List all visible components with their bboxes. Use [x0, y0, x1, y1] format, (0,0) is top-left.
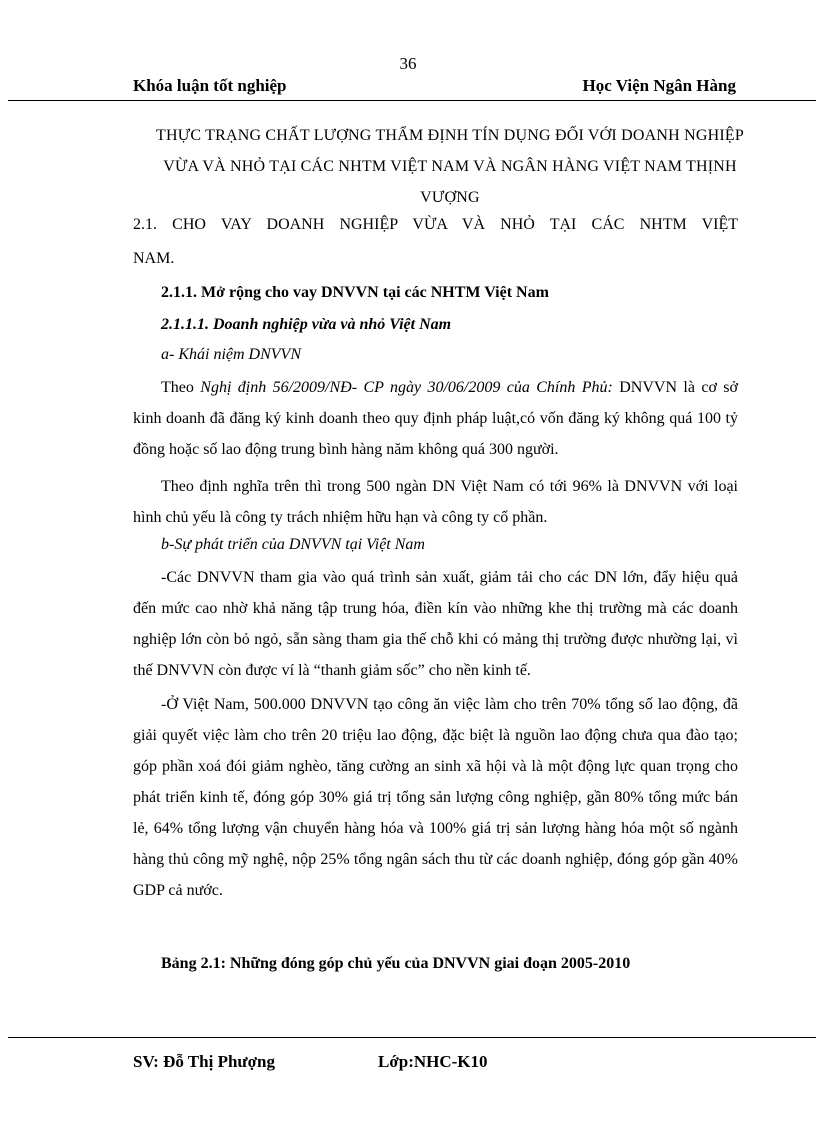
section-heading-2-1-continued: NAM.	[133, 250, 175, 267]
section-heading-2-1-1: 2.1.1. Mở rộng cho vay DNVVN tại các NHTM Việt Nam	[161, 284, 549, 301]
footer-class: Lớp:NHC-K10	[378, 1052, 488, 1071]
definition-lead: Theo	[161, 379, 201, 396]
section-heading-2-1: 2.1. CHO VAY DOANH NGHIỆP VỪA VÀ NHỎ TẠI CÁC NHTM VIỆT	[133, 216, 738, 233]
footer-student-name: SV: Đỗ Thị Phượng	[133, 1052, 275, 1071]
header-divider	[8, 100, 816, 101]
section-heading-2-1-1-1: 2.1.1.1. Doanh nghiệp vừa và nhỏ Việt Nam	[161, 316, 452, 333]
subheading-definition: a- Khái niệm DNVVN	[161, 346, 301, 363]
paragraph-sme-share: Theo định nghĩa trên thì trong 500 ngàn DN Việt Nam có tới 96% là DNVVN với loại hình chủ yếu là công ty trách nhiệm hữu hạn và công ty cổ phần.	[133, 478, 738, 526]
definition-body: DNVVN là cơ sở kinh doanh đã đăng ký kinh doanh theo quy định pháp luật,có vốn đăng ký không quá 100 tỷ đồng hoặc số lao động trung bình hàng năm không quá 300 người.	[133, 379, 738, 458]
subheading-development: b-Sự phát triển của DNVVN tại Việt Nam	[161, 536, 425, 553]
header-institution-label: Học Viện Ngân Hàng	[582, 76, 736, 95]
chapter-title: THỰC TRẠNG CHẤT LƯỢNG THẨM ĐỊNH TÍN DỤNG ĐỐI VỚI DOANH NGHIỆP VỪA VÀ NHỎ TẠI CÁC NHTM VIỆT NAM VÀ NGÂN HÀNG VIỆT NAM THỊNH VƯỢNG	[156, 127, 744, 206]
header-thesis-label: Khóa luận tốt nghiệp	[133, 76, 287, 95]
table-caption: Bảng 2.1: Những đóng góp chủ yếu của DNVVN giai đoạn 2005-2010	[161, 955, 631, 972]
paragraph-sme-contribution: -Ở Việt Nam, 500.000 DNVVN tạo công ăn việc làm cho trên 70% tổng số lao động, đã giải quyết việc làm cho trên 20 triệu lao động, đặc biệt là nguồn lao động chưa qua đào tạo; góp phần xoá đói giảm nghèo, tăng cường an sinh xã hội và là một động lực quan trọng cho phát triển kinh tế, đóng góp 30% giá trị tổng sản lượng công nghiệp, gần 80% tổng mức bán lẻ, 64% tổng lượng vận chuyển hàng hóa và 100% giá trị sản lượng hàng hóa một số ngành hàng thủ công mỹ nghệ, nộp 25% tổng ngân sách thu từ các doanh nghiệp, đóng góp gần 40% GDP cả nước.	[133, 696, 738, 899]
paragraph-definition	[133, 372, 738, 465]
paragraph-sme-role: -Các DNVVN tham gia vào quá trình sản xuất, giảm tải cho các DN lớn, đẩy hiệu quả đến mức cao nhờ khả năng tập trung hóa, điền kín vào những khe thị trường mà các doanh nghiệp lớn còn bỏ ngỏ, sẵn sàng tham gia thế chỗ khi có mảng thị trường được nhường lại, vì thế DNVVN còn được ví là “thanh giảm sốc” cho nền kinh tế.	[133, 569, 738, 679]
page-number: 36	[399, 54, 417, 73]
footer-divider	[8, 1037, 816, 1038]
decree-reference: Nghị định 56/2009/NĐ- CP ngày 30/06/2009 của Chính Phủ:	[200, 379, 613, 396]
